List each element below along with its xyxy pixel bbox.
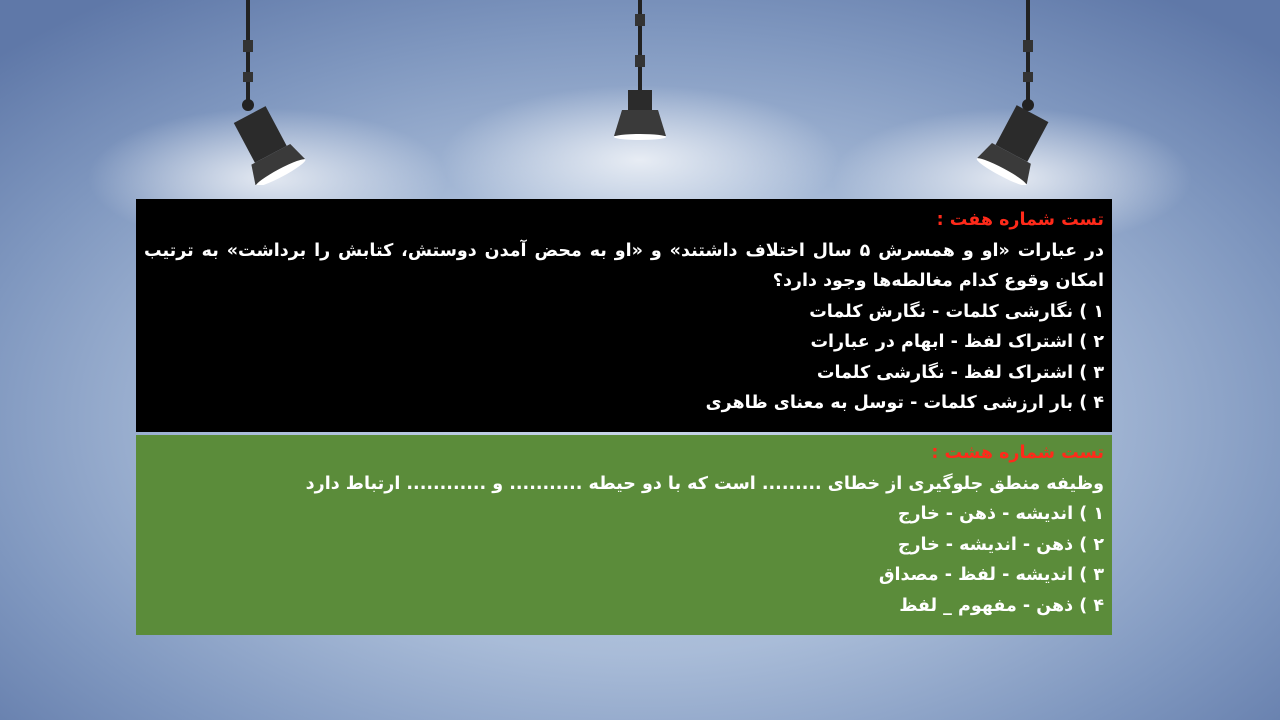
test-eight-option-4: ۴ ) ذهن - مفهوم _ لفظ [899, 595, 1104, 616]
test-eight-option-1: ۱ ) اندیشه - ذهن - خارج [897, 504, 1104, 524]
test-seven-option-4: ۴ ) بار ارزشی کلمات - توسل به معنای ظاهری [705, 393, 1104, 413]
test-seven-option-2: ۲ ) اشتراک لفظ - ابهام در عبارات [810, 332, 1104, 352]
test-seven-panel [136, 199, 1112, 432]
spotlight-lamp-icon [608, 0, 672, 145]
test-eight-panel [136, 435, 1112, 635]
test-seven-title: تست شماره هفت : [936, 210, 1104, 230]
test-seven-option-1: ۱ ) نگارشی کلمات - نگارش کلمات [809, 301, 1104, 322]
test-eight-title: تست شماره هشت : [931, 443, 1104, 463]
test-eight-option-2: ۲ ) ذهن - اندیشه - خارج [897, 534, 1104, 555]
spotlight-lamp-icon [222, 0, 312, 185]
test-seven-question: در عبارات «او و همسرش ۵ سال اختلاف داشتند» و «او به محض آمدن دوستش، کتابش را برداشت» به ترتیب امکان وقوع کدام مغالطه‌ها وجود دارد؟ [144, 240, 1104, 291]
test-eight-option-3: ۳ ) اندیشه - لفظ - مصداق [878, 565, 1104, 585]
test-eight-question: وظیفه منطق جلوگیری از خطای ......... است که با دو حیطه ........... و ............ ارتباط دارد [305, 473, 1104, 494]
spotlight-lamp-icon [972, 0, 1062, 185]
test-seven-option-3: ۳ ) اشتراک لفظ - نگارشی کلمات [816, 362, 1104, 383]
